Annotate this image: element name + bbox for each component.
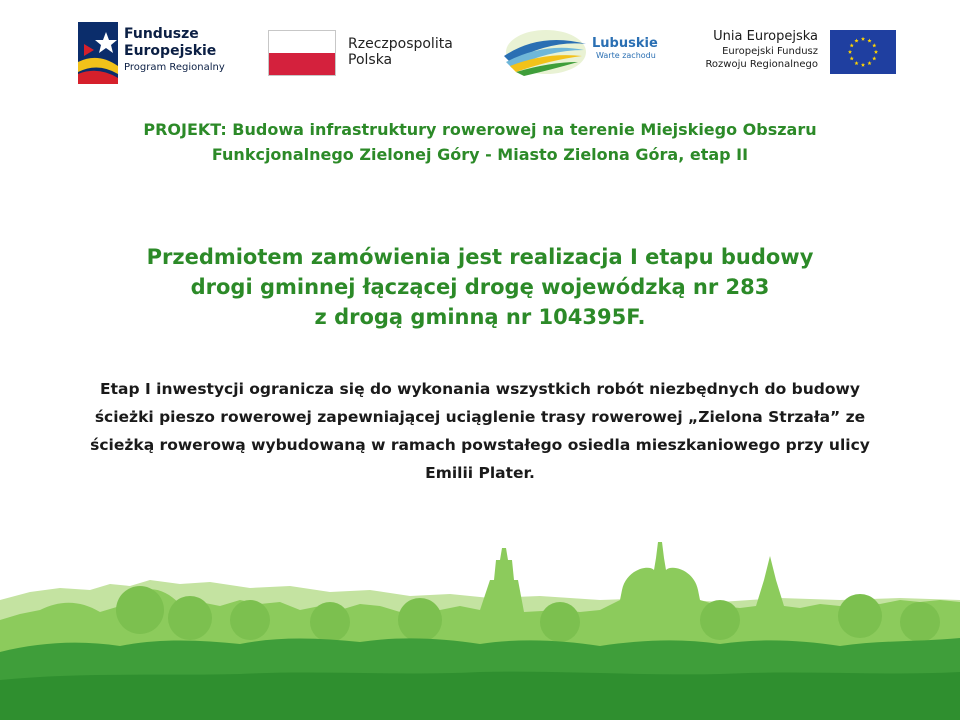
stage-details <box>20 375 940 487</box>
lubuskie-slogan: Warte zachodu <box>596 51 656 60</box>
unia-line1: Unia Europejska <box>713 29 818 44</box>
city-skyline-illustration <box>0 540 960 720</box>
project-heading <box>40 117 920 167</box>
fundusze-line2: Europejskie <box>124 43 217 59</box>
order-subject <box>40 242 920 332</box>
fundusze-europejskie-logo <box>78 22 253 86</box>
rzeczpospolita-line1: Rzeczpospolita <box>348 36 453 52</box>
lubuskie-logo <box>500 26 670 80</box>
logo-bar <box>0 0 960 100</box>
details-line1: Etap I inwestycji ogranicza się do wykonania wszystkich robót niezbędnych do budowy <box>100 380 860 398</box>
details-line2: ścieżki pieszo rowerowej zapewniającej uciąglenie trasy rowerowej „Zielona Strzała” ze <box>94 408 866 426</box>
subject-line1: Przedmiotem zamówienia jest realizacja I etapu budowy <box>146 245 814 269</box>
project-line1: PROJEKT: Budowa infrastruktury rowerowej na terenie Miejskiego Obszaru <box>143 120 817 139</box>
rzeczpospolita-line2: Polska <box>348 52 393 68</box>
details-line3: ścieżką rowerową wybudowaną w ramach powstałego osiedla mieszkaniowego przy ulicy <box>90 436 870 454</box>
unia-europejska-logo <box>700 28 900 78</box>
polish-flag-icon <box>268 30 336 76</box>
unia-line3: Rozwoju Regionalnego <box>705 59 818 70</box>
unia-line2: Europejski Fundusz <box>722 46 818 57</box>
rzeczpospolita-polska-logo <box>268 30 468 80</box>
subject-line2: drogi gminnej łączącej drogę wojewódzką nr 283 <box>190 275 770 299</box>
lubuskie-name: Lubuskie <box>592 36 658 51</box>
lubuskie-wave-icon <box>500 26 588 78</box>
eu-flag-icon <box>830 30 896 74</box>
fundusze-line1: Fundusze <box>124 26 199 42</box>
fundusze-europejskie-star-icon <box>78 22 118 84</box>
project-line2: Funkcjonalnego Zielonej Góry - Miasto Zielona Góra, etap II <box>211 145 749 164</box>
fundusze-line3: Program Regionalny <box>124 62 225 73</box>
skyline-ground <box>0 672 960 720</box>
subject-line3: z drogą gminną nr 104395F. <box>314 305 646 329</box>
details-line4: Emilii Plater. <box>425 464 535 482</box>
